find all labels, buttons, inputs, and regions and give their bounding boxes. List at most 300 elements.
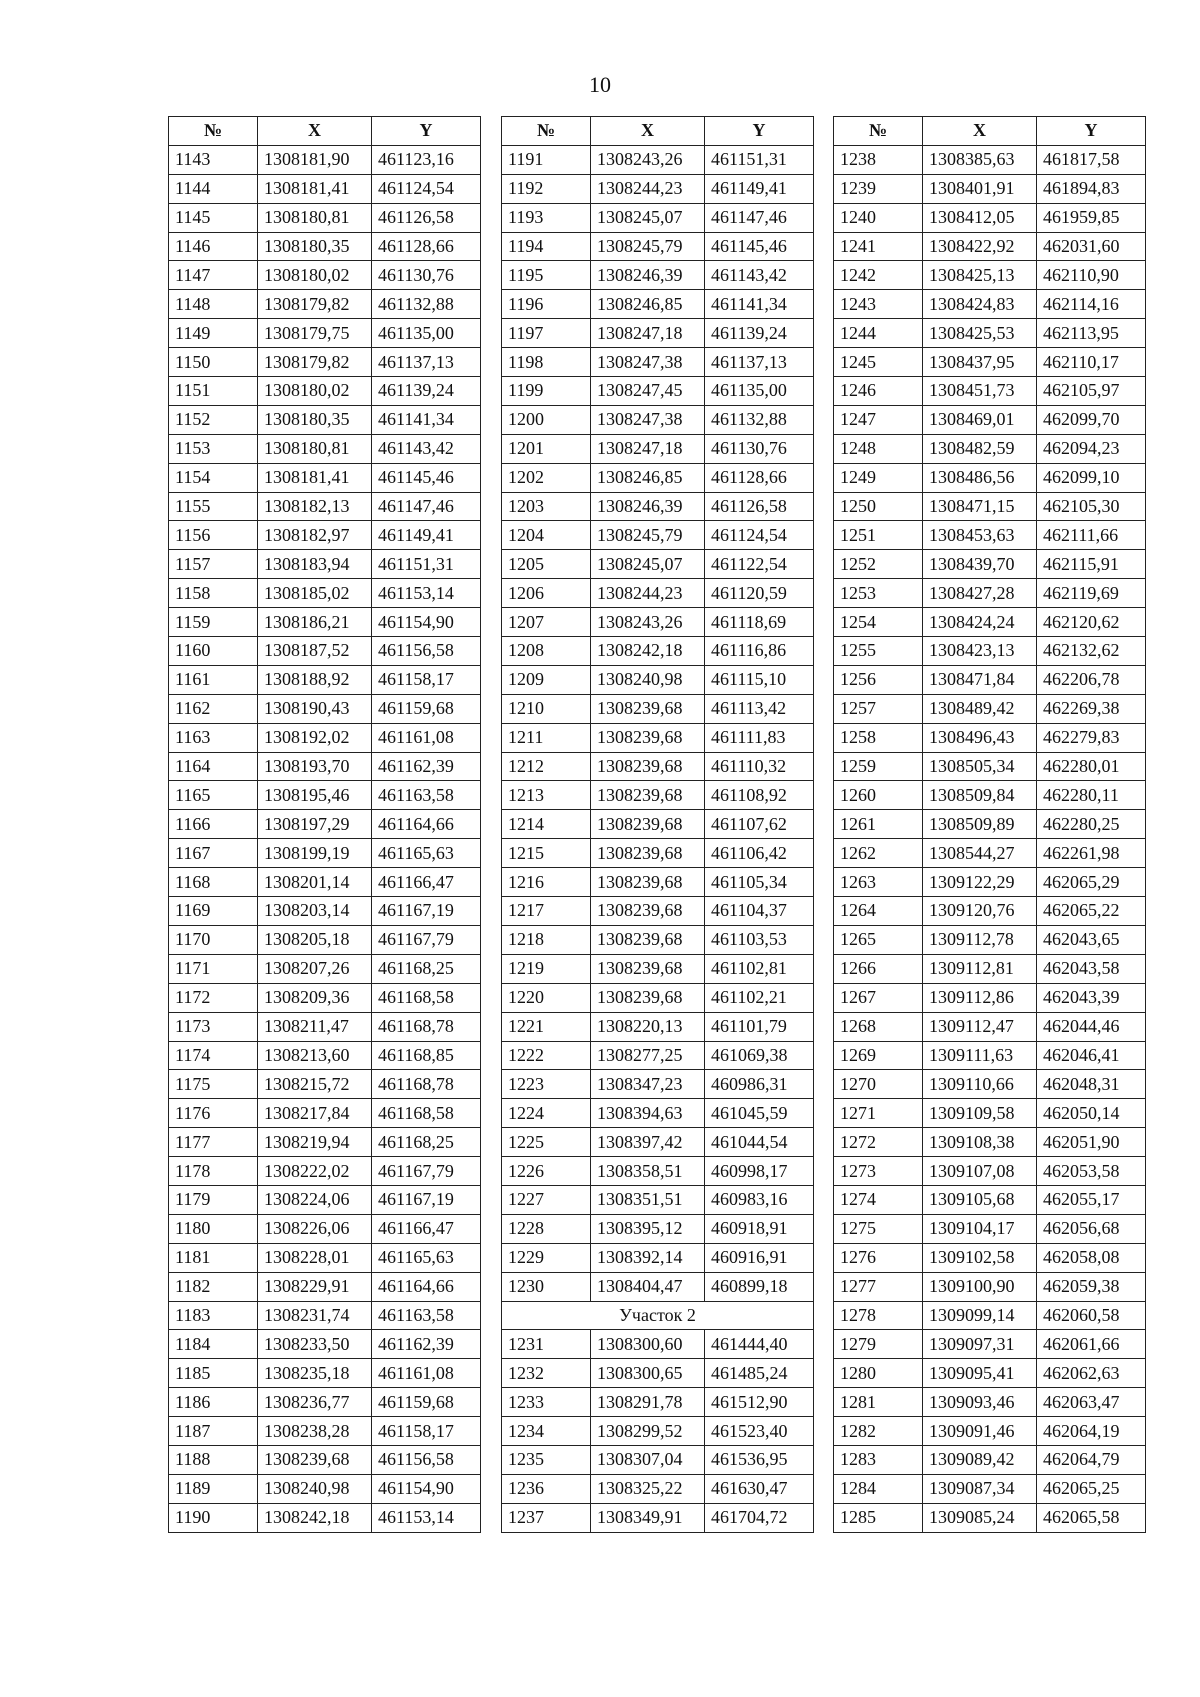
x-coordinate-cell: 1309093,46 (923, 1388, 1037, 1417)
x-coordinate-cell: 1308347,23 (591, 1070, 705, 1099)
section-label: Участок 2 (502, 1301, 814, 1330)
table-row (502, 1214, 814, 1243)
point-number-cell: 1182 (169, 1272, 258, 1301)
table-row (834, 694, 1146, 723)
x-coordinate-cell: 1308203,14 (258, 897, 372, 926)
y-coordinate-cell: 461158,17 (372, 1417, 481, 1446)
x-coordinate-cell: 1308180,35 (258, 232, 372, 261)
table-row (502, 579, 814, 608)
table-row (502, 261, 814, 290)
table-row (169, 550, 481, 579)
point-number-cell: 1231 (502, 1330, 591, 1359)
x-coordinate-cell: 1308299,52 (591, 1417, 705, 1446)
point-number-cell: 1157 (169, 550, 258, 579)
y-coordinate-cell: 462065,29 (1037, 868, 1146, 897)
table-row (834, 1417, 1146, 1446)
point-number-cell: 1160 (169, 637, 258, 666)
point-number-cell: 1275 (834, 1214, 923, 1243)
point-number-cell: 1166 (169, 810, 258, 839)
table-row (502, 174, 814, 203)
table-row (834, 1301, 1146, 1330)
y-coordinate-cell: 461167,79 (372, 1157, 481, 1186)
y-coordinate-cell: 461128,66 (372, 232, 481, 261)
point-number-cell: 1270 (834, 1070, 923, 1099)
table-row (169, 810, 481, 839)
table-body-3 (834, 145, 1146, 1532)
table-row (169, 174, 481, 203)
table-row (834, 1041, 1146, 1070)
table-row (834, 1272, 1146, 1301)
table-row (169, 1070, 481, 1099)
table-row (502, 405, 814, 434)
point-number-cell: 1170 (169, 925, 258, 954)
table-row (169, 145, 481, 174)
table-row (169, 1301, 481, 1330)
x-coordinate-cell: 1308179,82 (258, 290, 372, 319)
x-coordinate-cell: 1308239,68 (591, 810, 705, 839)
y-coordinate-cell: 461069,38 (705, 1041, 814, 1070)
y-coordinate-cell: 462056,68 (1037, 1214, 1146, 1243)
table-row (834, 1012, 1146, 1041)
point-number-cell: 1247 (834, 405, 923, 434)
point-number-cell: 1273 (834, 1157, 923, 1186)
y-coordinate-cell: 461151,31 (372, 550, 481, 579)
header-no: № (169, 117, 258, 146)
x-coordinate-cell: 1308509,84 (923, 781, 1037, 810)
table-row (169, 1445, 481, 1474)
point-number-cell: 1250 (834, 492, 923, 521)
y-coordinate-cell: 462055,17 (1037, 1185, 1146, 1214)
table-row (502, 145, 814, 174)
x-coordinate-cell: 1308243,26 (591, 145, 705, 174)
x-coordinate-cell: 1308471,84 (923, 665, 1037, 694)
x-coordinate-cell: 1308190,43 (258, 694, 372, 723)
y-coordinate-cell: 462105,30 (1037, 492, 1146, 521)
x-coordinate-cell: 1308412,05 (923, 203, 1037, 232)
table-row (169, 1330, 481, 1359)
x-coordinate-cell: 1309120,76 (923, 897, 1037, 926)
table-row (169, 1214, 481, 1243)
table-row (502, 1445, 814, 1474)
x-coordinate-cell: 1309095,41 (923, 1359, 1037, 1388)
x-coordinate-cell: 1308224,06 (258, 1185, 372, 1214)
x-coordinate-cell: 1308239,68 (591, 752, 705, 781)
y-coordinate-cell: 462094,23 (1037, 434, 1146, 463)
point-number-cell: 1217 (502, 897, 591, 926)
x-coordinate-cell: 1308244,23 (591, 174, 705, 203)
point-number-cell: 1183 (169, 1301, 258, 1330)
point-number-cell: 1163 (169, 723, 258, 752)
x-coordinate-cell: 1308424,83 (923, 290, 1037, 319)
x-coordinate-cell: 1308180,81 (258, 434, 372, 463)
coordinates-table-3 (833, 116, 1146, 1533)
table-row (834, 608, 1146, 637)
header-x: X (258, 117, 372, 146)
y-coordinate-cell: 461156,58 (372, 1445, 481, 1474)
y-coordinate-cell: 462043,65 (1037, 925, 1146, 954)
y-coordinate-cell: 461147,46 (372, 492, 481, 521)
table-row (834, 174, 1146, 203)
point-number-cell: 1187 (169, 1417, 258, 1446)
point-number-cell: 1181 (169, 1243, 258, 1272)
table-row (502, 781, 814, 810)
x-coordinate-cell: 1308242,18 (591, 637, 705, 666)
y-coordinate-cell: 461161,08 (372, 1359, 481, 1388)
y-coordinate-cell: 462105,97 (1037, 377, 1146, 406)
point-number-cell: 1228 (502, 1214, 591, 1243)
table-row (502, 463, 814, 492)
x-coordinate-cell: 1308243,26 (591, 608, 705, 637)
table-body-2-after (502, 1330, 814, 1532)
x-coordinate-cell: 1309105,68 (923, 1185, 1037, 1214)
x-coordinate-cell: 1309108,38 (923, 1128, 1037, 1157)
x-coordinate-cell: 1308245,07 (591, 550, 705, 579)
x-coordinate-cell: 1309100,90 (923, 1272, 1037, 1301)
y-coordinate-cell: 462280,11 (1037, 781, 1146, 810)
x-coordinate-cell: 1308240,98 (591, 665, 705, 694)
coordinates-table-1 (168, 116, 481, 1533)
x-coordinate-cell: 1308179,75 (258, 319, 372, 348)
table-row (834, 579, 1146, 608)
table-row (834, 665, 1146, 694)
table-row (502, 1474, 814, 1503)
x-coordinate-cell: 1308395,12 (591, 1214, 705, 1243)
x-coordinate-cell: 1308505,34 (923, 752, 1037, 781)
y-coordinate-cell: 461143,42 (372, 434, 481, 463)
y-coordinate-cell: 462132,62 (1037, 637, 1146, 666)
table-row (502, 897, 814, 926)
point-number-cell: 1197 (502, 319, 591, 348)
point-number-cell: 1156 (169, 521, 258, 550)
table-row (169, 1128, 481, 1157)
y-coordinate-cell: 461536,95 (705, 1445, 814, 1474)
point-number-cell: 1151 (169, 377, 258, 406)
y-coordinate-cell: 461817,58 (1037, 145, 1146, 174)
table-row (169, 290, 481, 319)
y-coordinate-cell: 462261,98 (1037, 839, 1146, 868)
x-coordinate-cell: 1308193,70 (258, 752, 372, 781)
table-row (834, 1330, 1146, 1359)
point-number-cell: 1169 (169, 897, 258, 926)
y-coordinate-cell: 461126,58 (705, 492, 814, 521)
x-coordinate-cell: 1308277,25 (591, 1041, 705, 1070)
point-number-cell: 1224 (502, 1099, 591, 1128)
y-coordinate-cell: 462044,46 (1037, 1012, 1146, 1041)
y-coordinate-cell: 462046,41 (1037, 1041, 1146, 1070)
point-number-cell: 1262 (834, 839, 923, 868)
point-number-cell: 1253 (834, 579, 923, 608)
table-row (834, 1070, 1146, 1099)
table-row (169, 1359, 481, 1388)
point-number-cell: 1269 (834, 1041, 923, 1070)
point-number-cell: 1260 (834, 781, 923, 810)
x-coordinate-cell: 1308213,60 (258, 1041, 372, 1070)
table-row (502, 492, 814, 521)
point-number-cell: 1234 (502, 1417, 591, 1446)
point-number-cell: 1261 (834, 810, 923, 839)
header-no: № (834, 117, 923, 146)
table-row (169, 1243, 481, 1272)
x-coordinate-cell: 1308392,14 (591, 1243, 705, 1272)
point-number-cell: 1177 (169, 1128, 258, 1157)
point-number-cell: 1189 (169, 1474, 258, 1503)
y-coordinate-cell: 461165,63 (372, 1243, 481, 1272)
x-coordinate-cell: 1308496,43 (923, 723, 1037, 752)
point-number-cell: 1214 (502, 810, 591, 839)
table-row (834, 521, 1146, 550)
point-number-cell: 1153 (169, 434, 258, 463)
table-row (169, 492, 481, 521)
y-coordinate-cell: 461145,46 (372, 463, 481, 492)
y-coordinate-cell: 461166,47 (372, 1214, 481, 1243)
x-coordinate-cell: 1308239,68 (591, 839, 705, 868)
y-coordinate-cell: 462115,91 (1037, 550, 1146, 579)
point-number-cell: 1195 (502, 261, 591, 290)
y-coordinate-cell: 462065,58 (1037, 1503, 1146, 1532)
x-coordinate-cell: 1308471,15 (923, 492, 1037, 521)
y-coordinate-cell: 461162,39 (372, 752, 481, 781)
y-coordinate-cell: 461124,54 (705, 521, 814, 550)
point-number-cell: 1236 (502, 1474, 591, 1503)
y-coordinate-cell: 461139,24 (372, 377, 481, 406)
point-number-cell: 1239 (834, 174, 923, 203)
y-coordinate-cell: 461167,19 (372, 1185, 481, 1214)
table-row (834, 1157, 1146, 1186)
x-coordinate-cell: 1308233,50 (258, 1330, 372, 1359)
point-number-cell: 1171 (169, 954, 258, 983)
table-body-1 (169, 145, 481, 1532)
x-coordinate-cell: 1308180,02 (258, 377, 372, 406)
x-coordinate-cell: 1308453,63 (923, 521, 1037, 550)
point-number-cell: 1161 (169, 665, 258, 694)
point-number-cell: 1146 (169, 232, 258, 261)
x-coordinate-cell: 1308239,68 (591, 925, 705, 954)
table-row (834, 1359, 1146, 1388)
table-row (502, 377, 814, 406)
point-number-cell: 1252 (834, 550, 923, 579)
y-coordinate-cell: 461147,46 (705, 203, 814, 232)
table-row (169, 203, 481, 232)
x-coordinate-cell: 1308179,82 (258, 348, 372, 377)
y-coordinate-cell: 462043,39 (1037, 983, 1146, 1012)
point-number-cell: 1223 (502, 1070, 591, 1099)
x-coordinate-cell: 1308482,59 (923, 434, 1037, 463)
point-number-cell: 1266 (834, 954, 923, 983)
point-number-cell: 1256 (834, 665, 923, 694)
x-coordinate-cell: 1308239,68 (591, 897, 705, 926)
x-coordinate-cell: 1308181,90 (258, 145, 372, 174)
table-row (502, 1330, 814, 1359)
x-coordinate-cell: 1308401,91 (923, 174, 1037, 203)
x-coordinate-cell: 1309099,14 (923, 1301, 1037, 1330)
point-number-cell: 1281 (834, 1388, 923, 1417)
point-number-cell: 1186 (169, 1388, 258, 1417)
x-coordinate-cell: 1308404,47 (591, 1272, 705, 1301)
point-number-cell: 1196 (502, 290, 591, 319)
point-number-cell: 1167 (169, 839, 258, 868)
y-coordinate-cell: 461141,34 (372, 405, 481, 434)
point-number-cell: 1263 (834, 868, 923, 897)
point-number-cell: 1264 (834, 897, 923, 926)
table-row (169, 405, 481, 434)
y-coordinate-cell: 462099,70 (1037, 405, 1146, 434)
x-coordinate-cell: 1308220,13 (591, 1012, 705, 1041)
y-coordinate-cell: 461111,83 (705, 723, 814, 752)
x-coordinate-cell: 1308397,42 (591, 1128, 705, 1157)
x-coordinate-cell: 1308247,38 (591, 348, 705, 377)
table-row (169, 781, 481, 810)
y-coordinate-cell: 461045,59 (705, 1099, 814, 1128)
y-coordinate-cell: 462279,83 (1037, 723, 1146, 752)
point-number-cell: 1218 (502, 925, 591, 954)
y-coordinate-cell: 461168,78 (372, 1012, 481, 1041)
point-number-cell: 1249 (834, 463, 923, 492)
table-row (834, 232, 1146, 261)
y-coordinate-cell: 461120,59 (705, 579, 814, 608)
y-coordinate-cell: 461151,31 (705, 145, 814, 174)
table-row (834, 723, 1146, 752)
y-coordinate-cell: 461704,72 (705, 1503, 814, 1532)
x-coordinate-cell: 1308186,21 (258, 608, 372, 637)
x-coordinate-cell: 1309104,17 (923, 1214, 1037, 1243)
y-coordinate-cell: 462048,31 (1037, 1070, 1146, 1099)
point-number-cell: 1198 (502, 348, 591, 377)
y-coordinate-cell: 461154,90 (372, 608, 481, 637)
y-coordinate-cell: 461044,54 (705, 1128, 814, 1157)
y-coordinate-cell: 461103,53 (705, 925, 814, 954)
point-number-cell: 1245 (834, 348, 923, 377)
y-coordinate-cell: 462059,38 (1037, 1272, 1146, 1301)
table-row (834, 1243, 1146, 1272)
table-row (834, 868, 1146, 897)
point-number-cell: 1222 (502, 1041, 591, 1070)
point-number-cell: 1267 (834, 983, 923, 1012)
point-number-cell: 1232 (502, 1359, 591, 1388)
y-coordinate-cell: 461156,58 (372, 637, 481, 666)
y-coordinate-cell: 461137,13 (705, 348, 814, 377)
table-row (169, 925, 481, 954)
y-coordinate-cell: 461154,90 (372, 1474, 481, 1503)
x-coordinate-cell: 1308239,68 (591, 868, 705, 897)
y-coordinate-cell: 462043,58 (1037, 954, 1146, 983)
table-row (834, 463, 1146, 492)
table-row (834, 1099, 1146, 1128)
table-row (169, 637, 481, 666)
x-coordinate-cell: 1308188,92 (258, 665, 372, 694)
table-row (169, 1474, 481, 1503)
header-y: Y (372, 117, 481, 146)
x-coordinate-cell: 1308219,94 (258, 1128, 372, 1157)
x-coordinate-cell: 1308394,63 (591, 1099, 705, 1128)
table-row (834, 954, 1146, 983)
x-coordinate-cell: 1308239,68 (591, 781, 705, 810)
table-row (502, 290, 814, 319)
point-number-cell: 1279 (834, 1330, 923, 1359)
table-row (834, 203, 1146, 232)
point-number-cell: 1190 (169, 1503, 258, 1532)
x-coordinate-cell: 1308235,18 (258, 1359, 372, 1388)
point-number-cell: 1199 (502, 377, 591, 406)
x-coordinate-cell: 1308247,38 (591, 405, 705, 434)
point-number-cell: 1200 (502, 405, 591, 434)
x-coordinate-cell: 1308544,27 (923, 839, 1037, 868)
table-row (834, 1388, 1146, 1417)
y-coordinate-cell: 460918,91 (705, 1214, 814, 1243)
point-number-cell: 1227 (502, 1185, 591, 1214)
y-coordinate-cell: 461158,17 (372, 665, 481, 694)
y-coordinate-cell: 461959,85 (1037, 203, 1146, 232)
x-coordinate-cell: 1308245,79 (591, 232, 705, 261)
table-row (169, 1012, 481, 1041)
x-coordinate-cell: 1308187,52 (258, 637, 372, 666)
y-coordinate-cell: 460983,16 (705, 1185, 814, 1214)
point-number-cell: 1162 (169, 694, 258, 723)
x-coordinate-cell: 1309102,58 (923, 1243, 1037, 1272)
table-row (502, 637, 814, 666)
y-coordinate-cell: 462053,58 (1037, 1157, 1146, 1186)
point-number-cell: 1148 (169, 290, 258, 319)
y-coordinate-cell: 462269,38 (1037, 694, 1146, 723)
y-coordinate-cell: 461149,41 (372, 521, 481, 550)
point-number-cell: 1207 (502, 608, 591, 637)
point-number-cell: 1225 (502, 1128, 591, 1157)
y-coordinate-cell: 462280,01 (1037, 752, 1146, 781)
x-coordinate-cell: 1308245,79 (591, 521, 705, 550)
point-number-cell: 1235 (502, 1445, 591, 1474)
point-number-cell: 1159 (169, 608, 258, 637)
table-row (502, 1417, 814, 1446)
section-row (502, 1301, 814, 1330)
y-coordinate-cell: 461110,32 (705, 752, 814, 781)
y-coordinate-cell: 461630,47 (705, 1474, 814, 1503)
point-number-cell: 1282 (834, 1417, 923, 1446)
x-coordinate-cell: 1309110,66 (923, 1070, 1037, 1099)
point-number-cell: 1229 (502, 1243, 591, 1272)
y-coordinate-cell: 461167,79 (372, 925, 481, 954)
y-coordinate-cell: 461168,78 (372, 1070, 481, 1099)
y-coordinate-cell: 461149,41 (705, 174, 814, 203)
table-row (169, 579, 481, 608)
y-coordinate-cell: 461102,81 (705, 954, 814, 983)
point-number-cell: 1205 (502, 550, 591, 579)
table-row (502, 1359, 814, 1388)
point-number-cell: 1265 (834, 925, 923, 954)
y-coordinate-cell: 461485,24 (705, 1359, 814, 1388)
y-coordinate-cell: 461163,58 (372, 781, 481, 810)
table-row (834, 925, 1146, 954)
point-number-cell: 1206 (502, 579, 591, 608)
y-coordinate-cell: 461135,00 (705, 377, 814, 406)
x-coordinate-cell: 1308489,42 (923, 694, 1037, 723)
table-row (834, 1445, 1146, 1474)
x-coordinate-cell: 1308205,18 (258, 925, 372, 954)
y-coordinate-cell: 461132,88 (705, 405, 814, 434)
table-row (502, 983, 814, 1012)
x-coordinate-cell: 1308291,78 (591, 1388, 705, 1417)
table-row (502, 1272, 814, 1301)
x-coordinate-cell: 1308425,13 (923, 261, 1037, 290)
point-number-cell: 1188 (169, 1445, 258, 1474)
y-coordinate-cell: 461159,68 (372, 1388, 481, 1417)
table-row (502, 1185, 814, 1214)
point-number-cell: 1158 (169, 579, 258, 608)
table-row (502, 550, 814, 579)
table-row (169, 1503, 481, 1532)
y-coordinate-cell: 461159,68 (372, 694, 481, 723)
point-number-cell: 1194 (502, 232, 591, 261)
table-row (834, 261, 1146, 290)
table-row (834, 550, 1146, 579)
